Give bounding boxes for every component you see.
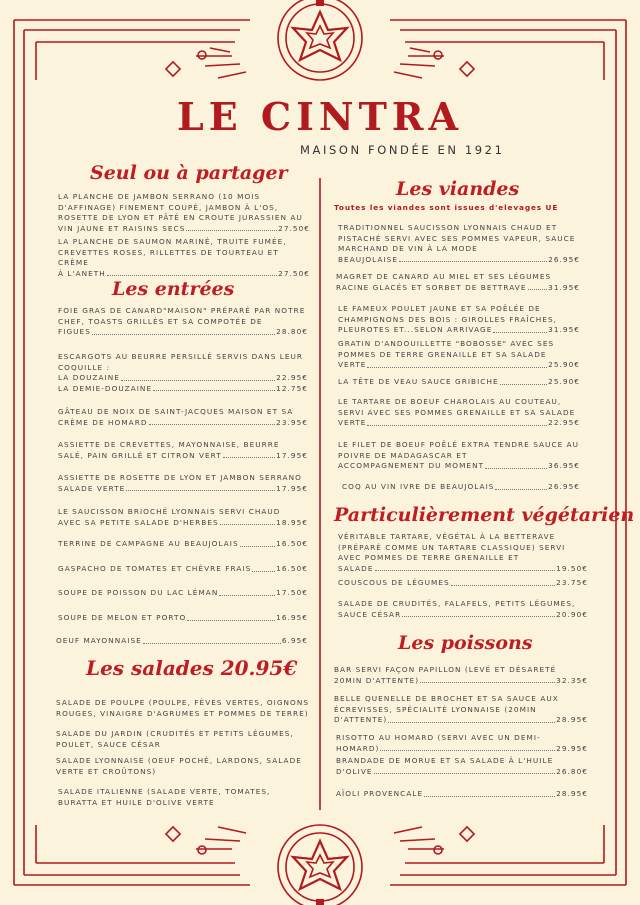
menu-item: MAGRET DE CANARD AU MIEL ET SES LÉGUMES RACINE GLACÉS ET SORBET DE BETTRAVE 31.95€ [336,272,580,292]
menu-item: SOUPE DE MELON ET PORTO 16.95€ [58,613,308,622]
menu-item: OEUF MAYONNAISE 6.95€ [56,636,308,645]
menu-item: BELLE QUENELLE DE BROCHET ET SA SAUCE AUX ÉCREVISSES, SPÉCIALITÉ LYONNAISE (20MIN D'ATTENTE) 28.95€ [334,694,588,725]
menu-item: ESCARGOTS AU BEURRE PERSILLÉ SERVIS DANS LEUR COQUILLE : LA DOUZAINE 22.95€ LA DEMIE-DOUZAINE 12.75€ [58,352,308,393]
menu-item: GASPACHO DE TOMATES ET CHÈVRE FRAIS 16.50€ [58,564,308,573]
menu-item: GRATIN D'ANDOUILLETTE "BOBOSSE" AVEC SES POMMES DE TERRE GRENAILLE ET SA SALADE VERTE 25.90€ [338,339,580,370]
restaurant-name: LE CINTRA [176,94,463,139]
section-title-partager: Seul ou à partager [90,162,288,184]
menu-item: LE FILET DE BOEUF POÊLÉ EXTRA TENDRE SAUCE AU POIVRE DE MADAGASCAR ET ACCOMPAGNEMENT DU MOMENT 36.95€ [338,440,580,471]
menu-item: SALADE DE CRUDITÉS, FALAFELS, PETITS LÉGUMES, SAUCE CÉSAR 20.90€ [338,599,588,619]
section-title-vegetarien: Particulièrement végétarien [334,504,635,526]
restaurant-tagline: MAISON FONDÉE EN 1921 [300,143,505,157]
menu-item: VÉRITABLE TARTARE, VÉGÉTAL À LA BETTERAVE (PRÉPARÉ COMME UN TARTARE CLASSIQUE) SERVI AVEC POMMES DE TERRE GRENAILLE ET SALADE 19.50€ [338,532,588,573]
menu-item: SALADE DU JARDIN (CRUDITÉS ET PETITS LÉGUMES, POULET, SAUCE CÉSAR [56,729,294,749]
menu-item: BAR SERVI FAÇON PAPILLON (LEVÉ ET DÉSARETÉ 20MIN D'ATTENTE) 32.35€ [334,665,588,685]
menu-item: LE FAMEUX POULET JAUNE ET SA POÊLÉE DE CHAMPIGNONS DES BOIS : GIROLLES FRAÎCHES, PLEUROTES ET...SELON ARRIVAGE 31.95€ [338,304,580,335]
menu-item: SALADE LYONNAISE (OEUF POCHÉ, LARDONS, SALADE VERTE ET CROÛTONS) [56,756,302,776]
menu-item: TRADITIONNEL SAUCISSON LYONNAIS CHAUD ET PISTACHÉ SERVI AVEC SES POMMES VAPEUR, SAUCE MARCHAND DE VIN À LA MODE BEAUJOLAISE 26.95€ [338,223,580,264]
menu-item: BRANDADE DE MORUE ET SA SALADE À L'HUILE D'OLIVE 26.80€ [336,756,588,776]
menu-item: SOUPE DE POISSON DU LAC LÉMAN 17.50€ [58,588,308,597]
menu-item: TERRINE DE CAMPAGNE AU BEAUJOLAIS 16.50€ [58,539,308,548]
menu-item: LE SAUCISSON BRIOCHÉ LYONNAIS SERVI CHAUD AVEC SA PETITE SALADE D'HERBES 18.95€ [58,507,308,527]
menu-item: ASSIETTE DE CREVETTES, MAYONNAISE, BEURRE SALÉ, PAIN GRILLÉ ET CITRON VERT 17.95€ [58,440,308,460]
menu-item: GÂTEAU DE NOIX DE SAINT-JACQUES MAISON ET SA CRÈME DE HOMARD 23.95€ [58,407,308,427]
viandes-note: Toutes les viandes sont issues d'elevages UE [334,203,559,212]
menu-item: SALADE DE POULPE (POULPE, FÈVES VERTES, OIGNONS ROUGES, VINAIGRE D'AGRUMES ET POMMES DE TERRE) [56,698,310,718]
menu-item: COQ AU VIN IVRE DE BEAUJOLAIS 26.95€ [342,482,580,491]
menu-item: LA PLANCHE DE JAMBON SERRANO (10 MOIS D'AFFINAGE) FINEMENT COUPÉ, JAMBON À L'OS, ROSETTE DE LYON ET PÂTÉ EN CROUTE JURASSIEN AU VIN JAUNE ET RAISINS SECS 27.50€ [58,192,310,233]
menu-item: LA PLANCHE DE SAUMON MARINÉ, TRUITE FUMÉE, CREVETTES ROSES, RILLETTES DE TOURTEAU ET CRÈME À L'ANETH 27.50€ [58,237,310,278]
menu-item: LE TARTARE DE BOEUF CHAROLAIS AU COUTEAU, SERVI AVEC SES POMMES GRENAILLE ET SA SALADE VERTE 22.95€ [338,397,580,428]
menu-item: ASSIETTE DE ROSETTE DE LYON ET JAMBON SERRANO SALADE VERTE 17.95€ [58,473,308,493]
menu-item: AÏOLI PROVENCALE 28.95€ [336,789,588,798]
menu-item: SALADE ITALIENNE (SALADE VERTE, TOMATES, BURATTA ET HUILE D'OLIVE VERTE [58,787,271,807]
menu-item: LA TÊTE DE VEAU SAUCE GRIBICHE 25.90€ [338,377,580,386]
section-title-salades: Les salades 20.95€ [86,656,298,680]
menu-item: FOIE GRAS DE CANARD"MAISON" PRÉPARÉ PAR NOTRE CHEF, TOASTS GRILLÉS ET SA COMPOTÉE DE FIGUES 28.80€ [58,306,308,337]
menu-item: RISOTTO AU HOMARD (SERVI AVEC UN DEMI- HOMARD) 29.95€ [336,733,588,753]
section-title-viandes: Les viandes [396,178,520,200]
section-title-entrees: Les entrées [112,278,235,300]
menu-item: COUSCOUS DE LÉGUMES 23.75€ [338,578,588,587]
section-title-poissons: Les poissons [398,632,533,654]
